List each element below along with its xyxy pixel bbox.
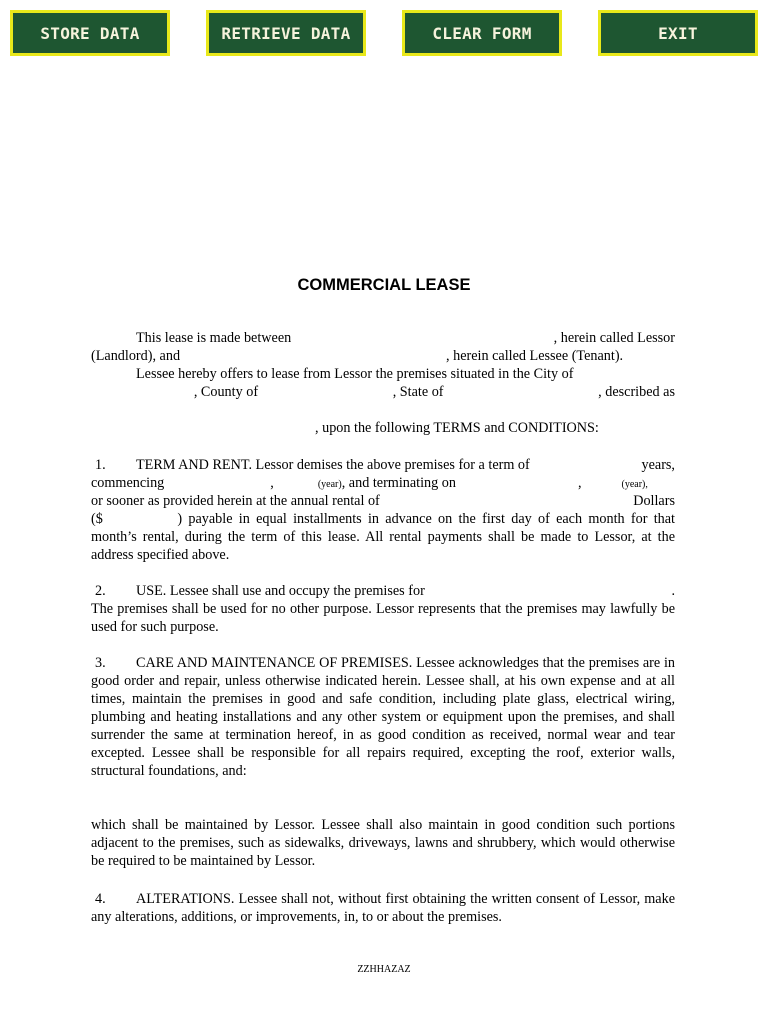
- clause-2-number: 2.: [95, 583, 106, 599]
- clause-4-text-a: ALTERATIONS. Lessee shall not, without first obtaining the written consent of Lessor, make any alterations, additions, or improvements, in, to or about the premises.: [91, 891, 675, 925]
- clause-1-text-f: , and terminating on: [341, 475, 456, 491]
- clause-1-number: 1.: [95, 457, 106, 473]
- county-field[interactable]: [273, 385, 378, 401]
- clause-3-paragraph: [91, 654, 675, 780]
- clause-3-text-b: which shall be maintained by Lessor. Lessee shall also maintain in good condition such portions adjacent to the premises, such as sidewalks, driveways, lawns and shrubbery, which would otherwise be required to be maintained by Lessor.: [91, 817, 675, 869]
- clause-2-text-b: .: [671, 583, 675, 599]
- terminating-year-field[interactable]: [582, 476, 622, 492]
- commencing-date-field[interactable]: [164, 476, 270, 492]
- annual-rental-words-field[interactable]: [396, 494, 616, 510]
- intro-section: [91, 329, 675, 437]
- permitted-use-field[interactable]: [438, 584, 658, 600]
- exit-button[interactable]: EXIT: [598, 10, 758, 56]
- intro-text-7: , State of: [392, 384, 444, 400]
- intro-text-5: Lessee hereby offers to lease from Lessor the premises situated in the City of: [136, 366, 574, 382]
- premises-description-field[interactable]: [91, 401, 675, 417]
- intro-text-3: (Landlord), and: [91, 348, 181, 364]
- clause-2-use: [91, 582, 675, 636]
- commencing-year-field[interactable]: [274, 476, 318, 492]
- clause-3-number: 3.: [95, 655, 106, 671]
- state-field[interactable]: [458, 385, 583, 401]
- clause-1-text-j: Dollars: [633, 493, 675, 509]
- annual-rental-amount-field[interactable]: [109, 512, 171, 528]
- lessee-name-field[interactable]: [180, 349, 446, 365]
- term-years-field[interactable]: [568, 458, 604, 474]
- clause-3-care-and-maintenance: [91, 654, 675, 870]
- clause-1-text-b: years,: [641, 457, 675, 473]
- clause-3-text-a: CARE AND MAINTENANCE OF PREMISES. Lessee acknowledges that the premises are in good order and repair, unless otherwise indicated herein. Lessee shall, at his own expense and at all times, maintain the premises in good and safe condition, including plate glass, electrical wiring, plumbing and heating installations and any other system or equipment upon the premises, and shall surrender the same at termination hereof, in as good condition as received, normal wear and tear excepted. Lessee shall be responsible for all repairs required, excepting the roof, exterior walls, structural foundations, and:: [91, 655, 675, 779]
- intro-text-9: , upon the following TERMS and CONDITIONS:: [315, 420, 599, 436]
- clause-1-text-d: ,: [270, 475, 274, 491]
- terminating-year-label: (year),: [621, 479, 648, 490]
- form-toolbar: [10, 10, 758, 56]
- terminating-date-field[interactable]: [456, 476, 578, 492]
- store-data-button[interactable]: STORE DATA: [10, 10, 170, 56]
- document-title: COMMERCIAL LEASE: [297, 276, 471, 294]
- intro-text-4: , herein called Lessee (Tenant).: [446, 348, 624, 364]
- clause-1-text-c: commencing: [91, 475, 165, 491]
- city-field[interactable]: [91, 385, 179, 401]
- intro-text-1: This lease is made between: [136, 330, 292, 346]
- lessor-maintained-items-field[interactable]: [91, 780, 675, 810]
- lessor-name-field[interactable]: [317, 331, 527, 347]
- clear-form-button[interactable]: CLEAR FORM: [402, 10, 562, 56]
- intro-text-8: , described as: [598, 384, 675, 400]
- premises-description-field-2[interactable]: [91, 421, 315, 437]
- clause-4-number: 4.: [95, 891, 106, 907]
- footer-code: ZZHHAZAZ: [357, 964, 411, 975]
- clause-1-payment-paragraph: [91, 510, 675, 564]
- commencing-year-label: (year): [317, 479, 342, 490]
- clause-4-alterations: [91, 890, 675, 926]
- clause-2-text-a: USE. Lessee shall use and occupy the premises for: [136, 583, 425, 599]
- clause-4-paragraph: [91, 890, 675, 926]
- intro-text-6: , County of: [193, 384, 259, 400]
- clause-1-text-a: TERM AND RENT. Lessor demises the above premises for a term of: [136, 457, 530, 473]
- clause-1-text-l: ) payable in equal installments in advance on the first day of each month for that month’s rental, during the term of this lease. All rental payments shall be made to Lessor, at the address specified above.: [91, 511, 675, 563]
- intro-text-2: , herein called Lessor: [553, 330, 675, 346]
- clause-1-text-g: ,: [577, 475, 582, 491]
- clause-1-text-i: or sooner as provided herein at the annual rental of: [91, 493, 380, 509]
- clause-1-text-k: ($: [91, 511, 103, 527]
- retrieve-data-button[interactable]: RETRIEVE DATA: [206, 10, 366, 56]
- clause-1-term-and-rent: [91, 456, 675, 564]
- clause-2-text-c: The premises shall be used for no other purpose. Lessor represents that the premises may lawfully be used for such purpose.: [91, 601, 675, 635]
